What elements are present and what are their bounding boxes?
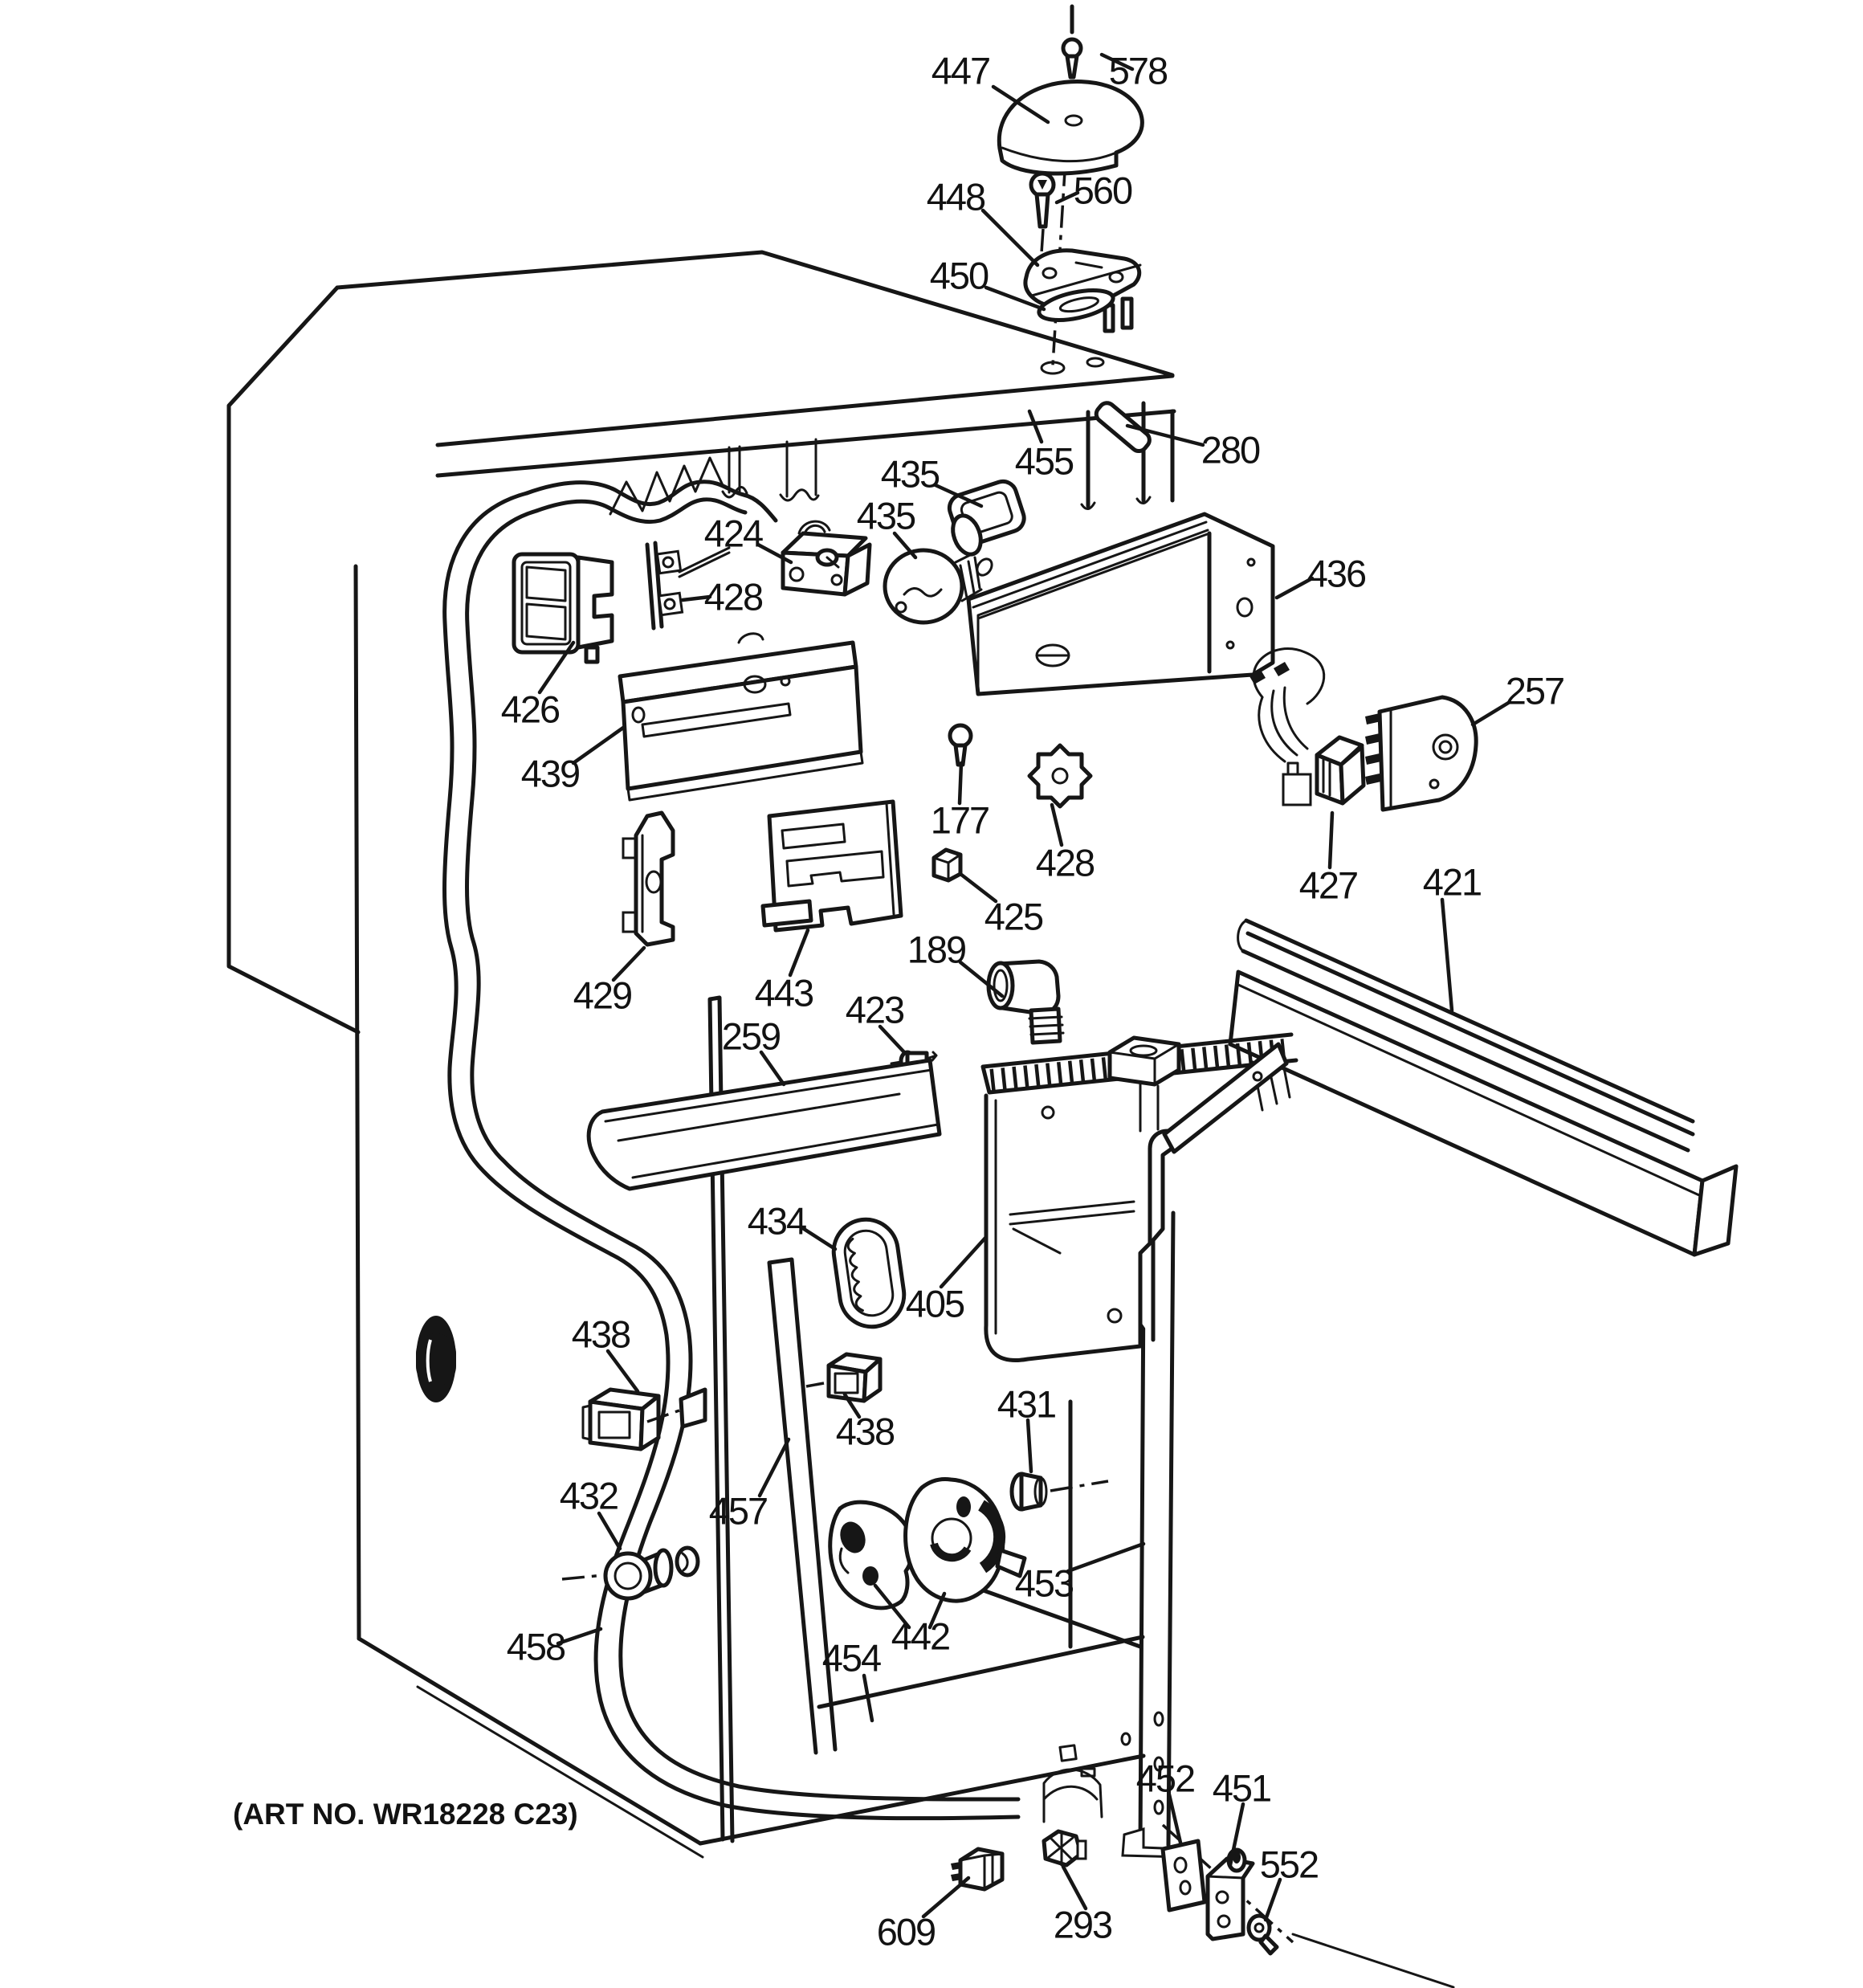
leader-line-427-15-0 — [1330, 813, 1332, 867]
case-left-flap — [229, 288, 358, 1032]
leader-line-448-2-0 — [983, 210, 1037, 265]
part-label-177-17: 177 — [930, 798, 989, 842]
part-label-438-27: 438 — [571, 1312, 630, 1356]
case-bottom-left-edge-inner — [418, 1687, 703, 1857]
screw-552 — [1249, 1916, 1277, 1953]
switch-438l-tab — [583, 1406, 590, 1439]
part-label-435-8: 435 — [856, 494, 915, 537]
harness-wires — [1259, 688, 1307, 761]
part-label-189-20: 189 — [907, 928, 966, 971]
part-label-432-31: 432 — [559, 1474, 618, 1517]
leader-line-434-25-0 — [801, 1227, 835, 1249]
lamp-socket-435 — [946, 478, 1028, 558]
leader-line-293-40-0 — [1063, 1867, 1086, 1908]
case-left-inner-edge — [356, 566, 359, 1639]
wire-harness-427 — [1249, 649, 1364, 805]
shelf-rail-421 — [1230, 921, 1736, 1255]
part-label-428-10: 428 — [703, 575, 763, 618]
top-frame-posts-torn — [1082, 497, 1150, 509]
part-label-442-34: 442 — [891, 1614, 950, 1658]
rail-439-clip — [739, 634, 763, 643]
grommet-434 — [830, 1215, 908, 1331]
part-label-434-25: 434 — [747, 1199, 806, 1243]
switch-426-pin — [586, 647, 597, 662]
case-top-front-edge — [438, 376, 1172, 445]
shim-452-plate — [1163, 1841, 1205, 1910]
impeller-442 — [830, 1479, 1025, 1607]
part-label-439-13: 439 — [520, 752, 580, 795]
screw-177 — [950, 725, 971, 765]
rail-421-panel-line — [1238, 985, 1699, 1195]
part-label-421-16: 421 — [1422, 860, 1482, 904]
leader-line-432-31-0 — [599, 1513, 620, 1549]
bracket-443 — [763, 802, 901, 930]
switch-426-body — [578, 557, 612, 647]
art-number-caption: (ART NO. WR18228 C23) — [233, 1798, 578, 1831]
liner-torn-edge — [610, 458, 723, 514]
part-label-428-18: 428 — [1035, 841, 1095, 884]
harness-small-connector — [1283, 774, 1311, 805]
switch-438r-axis — [806, 1383, 824, 1386]
cover-box-436 — [968, 514, 1273, 694]
grommet-434-outer — [830, 1215, 908, 1331]
part-label-448-2: 448 — [926, 175, 985, 218]
leader-line-257-14-0 — [1473, 702, 1510, 725]
leader-line-405-26-0 — [941, 1237, 986, 1287]
part-label-429-21: 429 — [573, 974, 632, 1017]
harness-small-tab — [1288, 763, 1298, 774]
leader-line-552-38-0 — [1266, 1880, 1280, 1920]
clip-425 — [934, 850, 960, 880]
leader-line-421-16-0 — [1442, 900, 1452, 1010]
part-label-578-1: 578 — [1108, 49, 1168, 92]
elbow-fitting-189 — [989, 961, 1063, 1043]
bulb-globe — [885, 550, 962, 623]
part-label-424-9: 424 — [703, 512, 763, 555]
clamp-293-tab — [1078, 1841, 1086, 1859]
duct-405-body — [986, 1096, 1174, 1360]
hinge-451-fold — [1208, 1876, 1243, 1878]
part-label-431-30: 431 — [997, 1382, 1056, 1426]
strip-428-tab2 — [658, 593, 682, 614]
leader-line-431-30-0 — [1028, 1420, 1031, 1472]
part-label-423-23: 423 — [845, 988, 904, 1031]
part-label-427-15: 427 — [1298, 863, 1358, 907]
impeller-right-blob — [956, 1496, 971, 1517]
column-hole-4 — [1122, 1733, 1130, 1745]
leader-line-455-5-0 — [1029, 411, 1042, 442]
rail-421-endcurl — [1238, 921, 1246, 951]
screw-177-head — [950, 725, 971, 746]
part-label-280-6: 280 — [1201, 428, 1260, 471]
shim-452 — [1163, 1841, 1205, 1910]
leader-line-439-13-0 — [573, 728, 623, 763]
cover-259-body — [589, 1060, 940, 1189]
grommet-432-axis — [562, 1575, 604, 1579]
screw-560-shaft — [1037, 194, 1048, 227]
rocker-switch-426 — [514, 554, 612, 662]
leader-line-443-22-0 — [790, 930, 808, 975]
strip-428-tab1 — [657, 551, 680, 573]
leader-line-453-32-0 — [1068, 1544, 1143, 1571]
part-label-435-7: 435 — [880, 452, 940, 496]
switch-438-clip — [681, 1390, 705, 1427]
screw-552-shaft — [1261, 1936, 1277, 1953]
leader-line-457-29-0 — [760, 1439, 789, 1496]
gear-428 — [1029, 745, 1090, 806]
part-label-257-14: 257 — [1505, 669, 1564, 712]
gear-teeth — [1029, 745, 1090, 806]
part-label-560-3: 560 — [1073, 169, 1132, 212]
nut-431-axis — [1050, 1481, 1108, 1491]
clamp-293 — [1044, 1831, 1086, 1865]
part-label-457-29: 457 — [708, 1489, 768, 1533]
floor-arch-bracket — [1044, 1770, 1102, 1822]
bracket-443-foot — [763, 901, 811, 925]
part-label-454-35: 454 — [821, 1636, 881, 1680]
leader-line-438-27-0 — [608, 1351, 638, 1391]
switch-438-left — [583, 1390, 705, 1449]
top-hinge-hole-small — [1087, 358, 1103, 366]
column-hole-1 — [1155, 1712, 1163, 1725]
part-label-609-39: 609 — [876, 1910, 936, 1953]
impeller-left-blob2 — [862, 1566, 879, 1586]
floor-square-hole — [1060, 1745, 1076, 1761]
part-label-436-11: 436 — [1307, 552, 1366, 595]
grommet-432-end — [655, 1550, 671, 1586]
drip-cover-259 — [589, 1060, 940, 1189]
bracket-429 — [623, 813, 673, 945]
part-label-426-12: 426 — [500, 688, 560, 731]
case-bottom-right-edge — [1293, 1934, 1453, 1987]
part-label-552-38: 552 — [1259, 1843, 1319, 1886]
part-label-438-28: 438 — [835, 1410, 895, 1453]
impeller-left — [830, 1502, 912, 1608]
column-hole-3 — [1155, 1801, 1163, 1814]
part-label-451-37: 451 — [1212, 1766, 1271, 1810]
leader-line-428-18-0 — [1052, 805, 1062, 845]
part-label-453-32: 453 — [1014, 1561, 1074, 1605]
left-panel-slot-body — [416, 1333, 456, 1386]
part-label-405-26: 405 — [905, 1282, 964, 1325]
defrost-timer-257 — [1365, 697, 1476, 810]
nut-431 — [1012, 1474, 1108, 1509]
grommet-432 — [562, 1548, 698, 1598]
part-label-259-24: 259 — [721, 1014, 781, 1058]
support-rail-439 — [620, 634, 862, 800]
hinge-451-body — [1208, 1859, 1253, 1939]
part-label-425-19: 425 — [984, 895, 1043, 938]
air-duct-405 — [983, 1035, 1296, 1360]
part-label-447-0: 447 — [931, 49, 990, 92]
screw-578-shaft — [1067, 56, 1077, 77]
part-label-450-4: 450 — [929, 254, 989, 297]
impeller-right — [906, 1479, 1003, 1601]
part-label-455-5: 455 — [1014, 439, 1074, 483]
duct-405-hole-top — [1042, 1107, 1054, 1118]
hinge-cover-447 — [999, 82, 1142, 174]
part-label-452-36: 452 — [1135, 1757, 1195, 1800]
leader-line-177-17-0 — [960, 763, 961, 803]
duct-405-post — [1140, 1084, 1158, 1131]
part-label-293-40: 293 — [1053, 1903, 1112, 1946]
part-label-458-33: 458 — [506, 1625, 565, 1668]
part-label-443-22: 443 — [754, 971, 813, 1014]
timer-257-body — [1380, 697, 1476, 810]
plug-609 — [951, 1849, 1002, 1889]
